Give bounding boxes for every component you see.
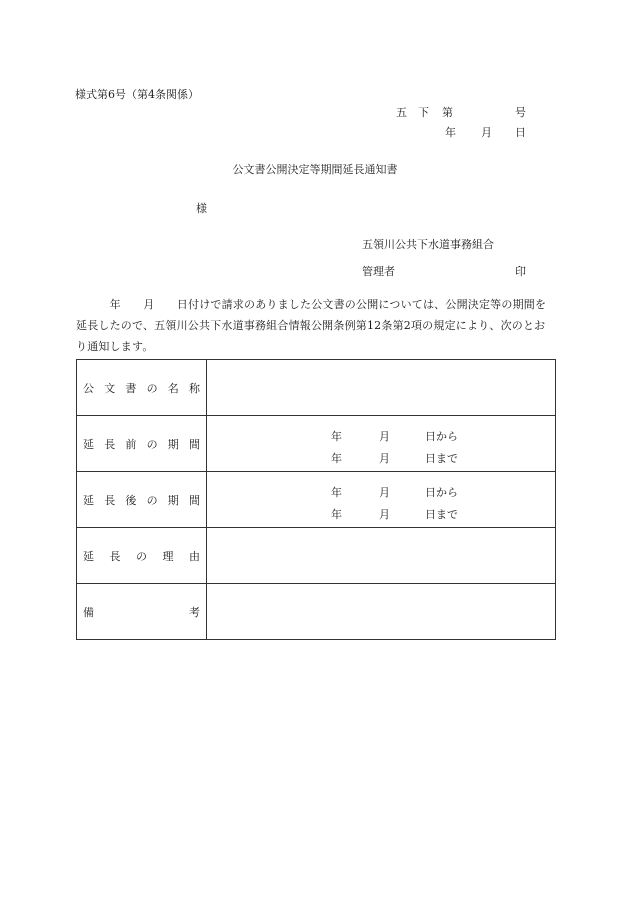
extension-reason-field[interactable] bbox=[207, 528, 556, 584]
seal-mark: 印 bbox=[515, 265, 526, 278]
period-from-label: 日から bbox=[425, 486, 458, 499]
label-char: 期 bbox=[167, 493, 179, 507]
label-char: 称 bbox=[188, 381, 200, 395]
row-label-document-name bbox=[77, 360, 207, 416]
period-before-from-row bbox=[207, 428, 555, 442]
table-row-remarks bbox=[77, 584, 556, 640]
document-number-dai: 第 bbox=[442, 106, 453, 119]
addressee-honorific: 様 bbox=[196, 202, 207, 215]
sender-organization: 五領川公共下水道事務組合 bbox=[362, 238, 494, 251]
period-month-label: 月 bbox=[379, 430, 390, 443]
document-number-suffix: 号 bbox=[515, 106, 526, 119]
notice-details-table bbox=[76, 359, 556, 640]
period-before-to-row bbox=[207, 450, 555, 464]
label-char: 文 bbox=[104, 381, 116, 395]
form-number-label: 様式第6号（第4条関係） bbox=[75, 88, 199, 101]
period-month-label: 月 bbox=[379, 486, 390, 499]
notice-body-text: 年 月 日付けで請求のありました公文書の公開については、公開決定等の期間を延長したので、五領川公共下水道事務組合情報公開条例第12条第2項の規定により、次のとおり通知します。 bbox=[76, 298, 547, 353]
label-char: 名 bbox=[167, 381, 179, 395]
label-char: の bbox=[146, 493, 158, 507]
row-label-period-after bbox=[77, 472, 207, 528]
label-char: の bbox=[146, 437, 158, 451]
row-label-period-before bbox=[77, 416, 207, 472]
period-to-label: 日まで bbox=[425, 452, 458, 465]
period-after-field[interactable] bbox=[207, 472, 556, 528]
label-char: 長 bbox=[104, 493, 116, 507]
label-char: の bbox=[146, 381, 158, 395]
label-char: 延 bbox=[83, 549, 94, 563]
period-after-to-row bbox=[207, 506, 555, 520]
row-label-extension-reason bbox=[77, 528, 207, 584]
label-char: 長 bbox=[109, 549, 121, 563]
period-year-label: 年 bbox=[331, 430, 342, 443]
label-char: 由 bbox=[189, 549, 200, 563]
label-char: 備 bbox=[83, 605, 94, 619]
period-month-label: 月 bbox=[379, 452, 390, 465]
period-month-label: 月 bbox=[379, 508, 390, 521]
period-from-label: 日から bbox=[425, 430, 458, 443]
table-row-period-after bbox=[77, 472, 556, 528]
label-char: 期 bbox=[167, 437, 179, 451]
document-title: 公文書公開決定等期間延長通知書 bbox=[232, 163, 398, 176]
remarks-field[interactable] bbox=[207, 584, 556, 640]
issue-date-day: 日 bbox=[515, 126, 526, 139]
period-year-label: 年 bbox=[331, 486, 342, 499]
label-char: 理 bbox=[162, 549, 174, 563]
label-char: 延 bbox=[83, 437, 94, 451]
label-char: 間 bbox=[188, 493, 200, 507]
period-year-label: 年 bbox=[331, 452, 342, 465]
document-name-field[interactable] bbox=[207, 360, 556, 416]
label-char: 長 bbox=[104, 437, 116, 451]
document-number-prefix: 五 下 bbox=[396, 106, 429, 119]
issue-date-year: 年 bbox=[445, 126, 456, 139]
period-year-label: 年 bbox=[331, 508, 342, 521]
label-char: 考 bbox=[189, 605, 200, 619]
table-row-period-before bbox=[77, 416, 556, 472]
label-char: 前 bbox=[125, 437, 137, 451]
label-char: 公 bbox=[83, 381, 94, 395]
period-to-label: 日まで bbox=[425, 508, 458, 521]
table-row-document-name bbox=[77, 360, 556, 416]
period-after-from-row bbox=[207, 484, 555, 498]
label-char: 間 bbox=[188, 437, 200, 451]
row-label-remarks bbox=[77, 584, 207, 640]
sender-manager: 管理者 bbox=[362, 265, 395, 278]
issue-date-month: 月 bbox=[481, 126, 492, 139]
label-char: 後 bbox=[125, 493, 137, 507]
label-char: 書 bbox=[125, 381, 137, 395]
label-char: の bbox=[136, 549, 147, 563]
period-before-field[interactable] bbox=[207, 416, 556, 472]
table-row-extension-reason bbox=[77, 528, 556, 584]
label-char: 延 bbox=[83, 493, 94, 507]
